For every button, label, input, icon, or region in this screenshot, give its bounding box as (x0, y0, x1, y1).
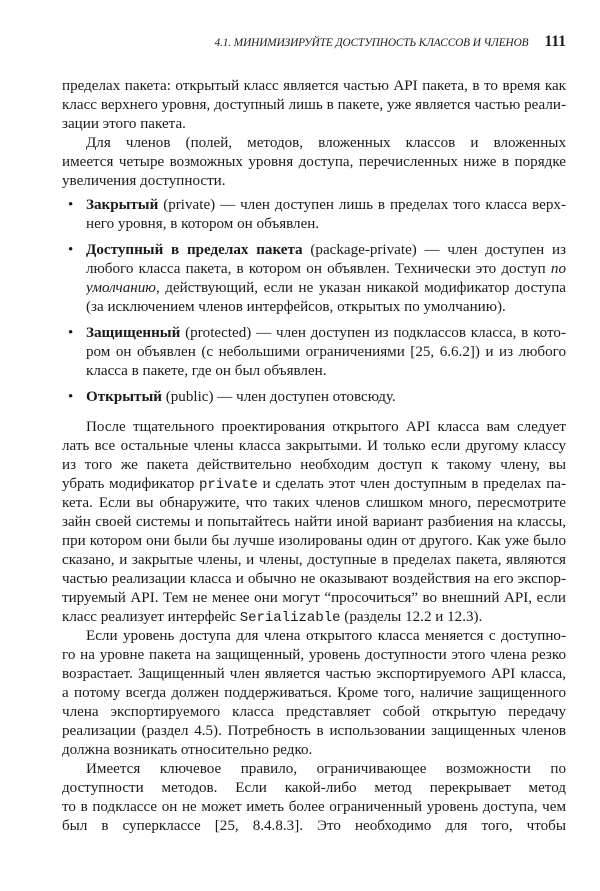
text-line (86, 324, 566, 343)
text-span: (public) — член доступен отовсюду. (161, 389, 396, 405)
running-header (215, 33, 567, 51)
text-span: любого класса пакета, в котором он объявлен. Технически это доступ (86, 261, 551, 277)
text-line (62, 134, 566, 153)
text-line (62, 570, 566, 589)
paragraph (62, 760, 566, 836)
list-item (62, 388, 566, 407)
text-span: зайн своей системы и попытайтесь найти иной вариант разбиения на классы, (62, 514, 566, 530)
text-span: кета. Если вы обнаружите, что таких членов слишком много, пересмотрите (62, 495, 566, 511)
text-span: доступности методов. Если какой-либо метод перекрывает метод (62, 780, 566, 796)
text-span: , действующий, если не указан никакой модификатор доступа (155, 280, 566, 296)
text-span: класс реализует интерфейс (62, 609, 240, 625)
text-line (62, 722, 566, 741)
text-line (62, 115, 566, 134)
text-span: убрать модификатор (62, 476, 199, 492)
text-line (62, 437, 566, 456)
text-line (86, 298, 566, 317)
text-span: при котором они были бы лучше изолированы один от другого. Как уже было (62, 533, 566, 549)
text-span: Имеется ключевое правило, ограничивающее возможности по (86, 761, 566, 777)
text-line (62, 475, 566, 494)
bold-term: Открытый (86, 389, 162, 405)
text-span: зации этого пакета. (62, 116, 186, 132)
text-span: сказано, и закрытые члены, и члены, доступные в пределах пакета, являются (62, 552, 566, 568)
text-span: (разделы 12.2 и 12.3). (340, 609, 483, 625)
text-line (62, 798, 566, 817)
text-line (62, 779, 566, 798)
text-span: члена экспортируемого класса представляет собой открытую передачу (62, 704, 566, 720)
text-line (62, 456, 566, 475)
text-line (62, 589, 566, 608)
bold-term: Защищенный (86, 325, 181, 341)
text-line (62, 96, 566, 115)
text-span: него уровня, в котором он объявлен. (86, 216, 320, 232)
chapter-section-title: 4.1. МИНИМИЗИРУЙТЕ ДОСТУПНОСТЬ КЛАССОВ И ЧЛЕНОВ (214, 37, 529, 49)
text-line (86, 362, 566, 381)
code-text: private (198, 477, 258, 493)
text-span: реализации (раздел 4.5). Потребность в использовании защищенных членов (62, 723, 566, 739)
italic-text: по (550, 261, 566, 277)
text-span: (package-private) — член доступен из (302, 242, 566, 258)
text-span: тируемый API. Тем не менее они могут “просочиться” во внешний API, если (62, 590, 566, 606)
text-span: класс верхнего уровня, доступный лишь в пакете, уже является частью реали- (62, 97, 566, 113)
text-line (62, 532, 566, 551)
text-span: (protected) — член доступен из подклассов класса, в кото- (180, 325, 566, 341)
text-span: из того же пакета действительно необходим доступ к такому члену, вы (62, 457, 566, 473)
text-span: пределах пакета: открытый класс является частью API пакета, в то время как (62, 78, 566, 94)
text-span: (private) — член доступен лишь в пределах того класса верх- (158, 197, 566, 213)
bullet-icon: • (68, 242, 74, 258)
text-line (86, 196, 566, 215)
bold-term: Закрытый (86, 197, 159, 213)
text-line (62, 741, 566, 760)
text-line (86, 279, 566, 298)
text-line (62, 817, 566, 836)
list-item (62, 324, 566, 381)
code-text: Serializable (239, 610, 341, 626)
text-span: лать все остальные члены класса закрытыми. И только если другому классу (62, 438, 566, 454)
list-item (62, 196, 566, 234)
text-line (62, 760, 566, 779)
text-span: был в суперклассе [25, 8.4.8.3]. Это необходимо для того, чтобы (62, 818, 566, 834)
text-line (62, 77, 566, 96)
text-line (62, 513, 566, 532)
text-line (62, 172, 566, 191)
text-span: После тщательного проектирования открытого API класса вам следует (86, 419, 566, 435)
text-span: увеличения доступности. (62, 173, 226, 189)
text-line (62, 494, 566, 513)
text-span: должна возникать относительно редко. (62, 742, 313, 758)
text-span: и сделать этот член доступным в пределах па- (257, 476, 566, 492)
bullet-icon: • (68, 325, 74, 341)
list-item (62, 241, 566, 317)
text-line (62, 153, 566, 172)
bullet-icon: • (68, 389, 74, 405)
text-span: имеется четыре возможных уровня доступа, перечисленных ниже в порядке (62, 154, 566, 170)
text-line (62, 627, 566, 646)
text-line (86, 215, 566, 234)
paragraph (62, 134, 566, 191)
text-span: а потому всегда должен поддерживаться. Кроме того, наличие защищенного (62, 685, 566, 701)
text-line (62, 646, 566, 665)
paragraph (62, 627, 566, 760)
text-span: частью реализации класса и обычно не оказывают воздействия на его экспор- (62, 571, 566, 587)
text-span: го на уровне пакета на защищенный, уровень доступности этого члена резко (62, 647, 566, 663)
text-span: (за исключением членов интерфейсов, открытых по умолчанию). (86, 299, 506, 315)
text-line (62, 665, 566, 684)
paragraph (62, 77, 566, 134)
bullet-icon: • (68, 197, 74, 213)
text-span: Если уровень доступа для члена открытого класса меняется с доступно- (86, 628, 566, 644)
text-line (62, 703, 566, 722)
text-span: класса в пакете, где он был объявлен. (86, 363, 327, 379)
text-line (62, 418, 566, 437)
text-line (62, 608, 566, 627)
text-line (86, 388, 566, 407)
text-line (86, 260, 566, 279)
italic-text: умолчанию (86, 280, 156, 296)
text-span: то в подклассе он не может иметь более ограниченный уровень доступа, чем (62, 799, 566, 815)
text-line (62, 551, 566, 570)
text-span: ром он объявлен (с небольшими ограничениями [25, 6.6.2]) и из любого (86, 344, 566, 360)
bullet-list (62, 196, 566, 407)
paragraph (62, 418, 566, 627)
text-line (86, 241, 566, 260)
text-span: возрастает. Защищенный член является частью экспортируемого API класса, (62, 666, 566, 682)
bold-term: Доступный в пределах пакета (86, 242, 303, 258)
text-span: Для членов (полей, методов, вложенных классов и вложенных (86, 135, 566, 151)
text-line (86, 343, 566, 362)
text-line (62, 684, 566, 703)
page-number: 111 (544, 33, 566, 50)
page-body (62, 77, 566, 836)
